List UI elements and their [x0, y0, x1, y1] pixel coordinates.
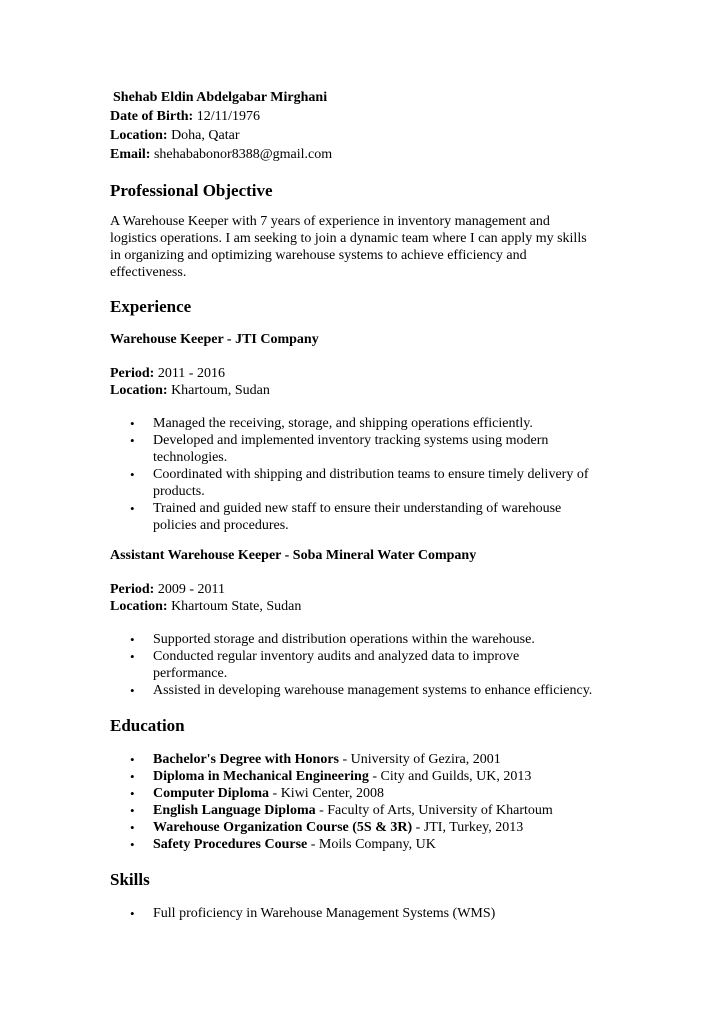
period-value: 2009 - 2011	[157, 582, 225, 597]
skills-heading: Skills	[110, 870, 150, 889]
education-heading: Education	[110, 716, 185, 735]
job-title: Assistant Warehouse Keeper - Soba Mineral Water Company	[110, 548, 477, 563]
email-label: Email:	[110, 147, 151, 162]
job-meta	[110, 365, 630, 399]
objective-line: in organizing and optimizing warehouse systems to achieve efficiency and	[110, 248, 527, 263]
bullet-icon: •	[130, 786, 135, 801]
objective-heading: Professional Objective	[110, 181, 273, 200]
list-item: • Bachelor's Degree with Honors - University of Gezira, 2001	[130, 752, 501, 767]
bullet-icon: •	[130, 683, 135, 698]
bullet-icon: •	[130, 416, 135, 431]
list-item: • Assisted in developing warehouse management systems to enhance efficiency.	[130, 683, 593, 698]
location-value: Khartoum, Sudan	[171, 383, 270, 398]
bullet-icon: •	[130, 433, 135, 448]
email-value: shehababonor8388@gmail.com	[153, 147, 333, 162]
objective-line: logistics operations. I am seeking to join a dynamic team where I can apply my skills	[110, 231, 587, 246]
resume-document	[110, 88, 630, 922]
bullet-icon: •	[130, 649, 135, 664]
location-label: Location:	[110, 599, 168, 614]
job-duties-list	[110, 631, 630, 699]
bullet-icon: •	[130, 752, 135, 767]
list-item: • Supported storage and distribution operations within the warehouse.	[130, 632, 535, 647]
bullet-icon: •	[130, 837, 135, 852]
list-item: • Computer Diploma - Kiwi Center, 2008	[130, 786, 384, 801]
bullet-icon: •	[130, 769, 135, 784]
bullet-icon: •	[130, 906, 135, 921]
list-item: • Coordinated with shipping and distribution teams to ensure timely delivery of products.	[130, 467, 589, 499]
location-label: Location:	[110, 128, 168, 143]
location	[110, 126, 630, 145]
date-of-birth	[110, 107, 630, 126]
dob-label: Date of Birth:	[110, 109, 194, 124]
job-period	[110, 581, 630, 598]
job-meta	[110, 581, 630, 615]
list-item: • Conducted regular inventory audits and analyzed data to improve performance.	[130, 649, 520, 681]
period-value: 2011 - 2016	[157, 366, 225, 381]
dob-value: 12/11/1976	[196, 109, 260, 124]
job-duties-list	[110, 415, 630, 534]
job-title: Warehouse Keeper - JTI Company	[110, 332, 319, 347]
list-item: • Safety Procedures Course - Moils Company, UK	[130, 837, 436, 852]
bullet-icon: •	[130, 820, 135, 835]
email	[110, 145, 630, 164]
bullet-icon: •	[130, 803, 135, 818]
bullet-icon: •	[130, 632, 135, 647]
bullet-icon: •	[130, 467, 135, 482]
objective-line: A Warehouse Keeper with 7 years of experience in inventory management and	[110, 214, 550, 229]
list-item: • Diploma in Mechanical Engineering - City and Guilds, UK, 2013	[130, 769, 532, 784]
list-item: • Developed and implemented inventory tracking systems using modern technologies.	[130, 433, 549, 465]
skills-list	[110, 905, 630, 922]
list-item: • Warehouse Organization Course (5S & 3R) - JTI, Turkey, 2013	[130, 820, 524, 835]
location-value: Khartoum State, Sudan	[171, 599, 302, 614]
period-label: Period:	[110, 366, 155, 381]
list-item: • Full proficiency in Warehouse Management Systems (WMS)	[130, 906, 496, 921]
location-label: Location:	[110, 383, 168, 398]
candidate-name: Shehab Eldin Abdelgabar Mirghani	[113, 90, 328, 105]
objective-text	[110, 213, 630, 281]
objective-line: effectiveness.	[110, 265, 187, 280]
bullet-icon: •	[130, 501, 135, 516]
list-item: • English Language Diploma - Faculty of Arts, University of Khartoum	[130, 803, 553, 818]
job-period	[110, 365, 630, 382]
list-item: • Managed the receiving, storage, and shipping operations efficiently.	[130, 416, 533, 431]
period-label: Period:	[110, 582, 155, 597]
job-location	[110, 382, 630, 399]
list-item: • Trained and guided new staff to ensure their understanding of warehouse policies and procedures.	[130, 501, 562, 533]
job-location	[110, 598, 630, 615]
experience-heading: Experience	[110, 297, 192, 316]
location-value: Doha, Qatar	[171, 128, 240, 143]
education-list	[110, 751, 630, 853]
